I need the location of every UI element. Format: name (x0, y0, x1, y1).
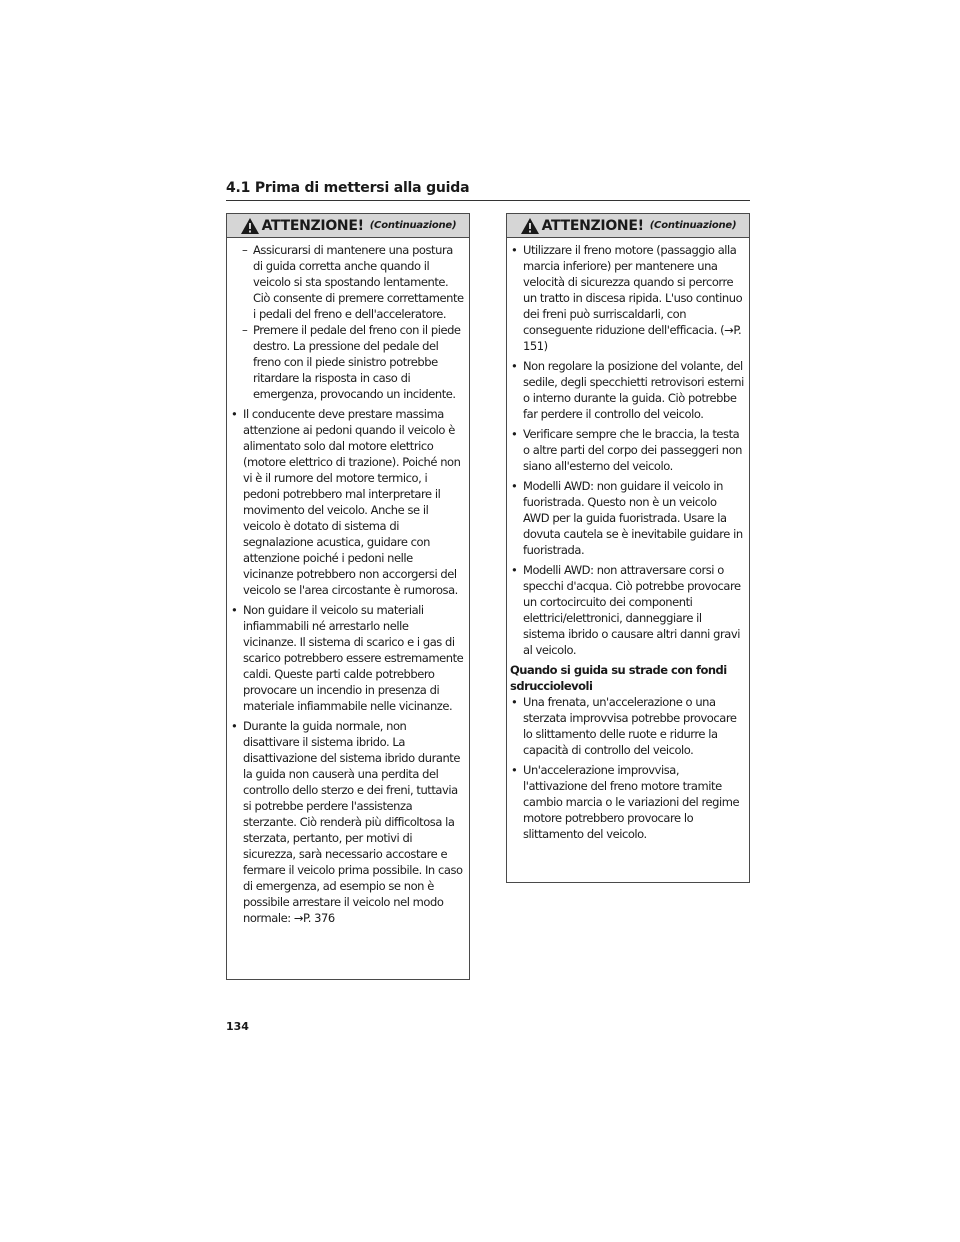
warning-body (507, 238, 749, 842)
page-number: 134 (226, 1020, 249, 1033)
warning-box-right (506, 213, 750, 883)
warning-body (227, 238, 469, 926)
warning-title: ATTENZIONE! (541, 217, 644, 234)
bullet-item: • Una frenata, un'accelerazione o una sterzata improvvisa potrebbe provocare lo slittamento delle ruote e ridurre la capacità di controllo del veicolo. (507, 694, 745, 758)
dash-list (227, 242, 465, 402)
section-title: 4.1 Prima di mettersi alla guida (226, 180, 470, 196)
section-header (226, 177, 750, 201)
bullet-item: • Non guidare il veicolo su materiali infiammabili né arrestarlo nelle vicinanze. Il sistema di scarico e i gas di scarico potrebbero essere estremamente caldi. Queste parti calde potrebbero provocare un incendio in presenza di materiale infiammabile nelle vicinanze. (227, 602, 465, 714)
bullet-item: • Modelli AWD: non guidare il veicolo in fuoristrada. Questo non è un veicolo AWD per la guida fuoristrada. Usare la dovuta cautela se è inevitabile guidare in fuoristrada. (507, 478, 745, 558)
warning-triangle-icon (240, 217, 260, 235)
bullet-item: • Il conducente deve prestare massima attenzione ai pedoni quando il veicolo è alimentato solo dal motore elettrico (motore elettrico di trazione). Poiché non vi è il rumore del motore termico, i pedoni potrebbero mal interpretare il movimento del veicolo. Anche se il veicolo è dotato di sistema di segnalazione acustica, guidare con attenzione poiché i pedoni nelle vicinanze potrebbero non accorgersi del veicolo se l'area circostante è rumorosa. (227, 406, 465, 598)
warning-continuation: (Continuazione) (649, 220, 737, 231)
warning-triangle-icon (520, 217, 540, 235)
bullet-item: • Modelli AWD: non attraversare corsi o specchi d'acqua. Ciò potrebbe provocare un cortocircuito dei componenti elettrici/elettronici, danneggiare il sistema ibrido o causare altri danni gravi al veicolo. (507, 562, 745, 658)
warning-header (227, 214, 469, 238)
bullet-item: • Utilizzare il freno motore (passaggio alla marcia inferiore) per mantenere una velocità di sicurezza quando si percorre un tratto in discesa ripida. L'uso continuo dei freni può surriscaldarli, con conseguente riduzione dell'efficacia. (→P. 151) (507, 242, 745, 354)
bullet-item: • Un'accelerazione improvvisa, l'attivazione del freno motore tramite cambio marcia o le variazioni del regime motore potrebbero provocare lo slittamento del veicolo. (507, 762, 745, 842)
warning-box-left (226, 213, 470, 980)
subheading: Quando si guida su strade con fondi sdrucciolevoli (510, 663, 727, 693)
warning-header (507, 214, 749, 238)
warning-title: ATTENZIONE! (261, 217, 364, 234)
warning-continuation: (Continuazione) (369, 220, 457, 231)
bullet-item: • Non regolare la posizione del volante, del sedile, degli specchietti retrovisori esterni o interno durante la guida. Ciò potrebbe far perdere il controllo del veicolo. (507, 358, 745, 422)
dash-item: – Premere il pedale del freno con il piede destro. La pressione del pedale del freno con il piede sinistro potrebbe ritardare la risposta in caso di emergenza, provocando un incidente. (227, 322, 465, 402)
bullet-item: • Verificare sempre che le braccia, la testa o altre parti del corpo dei passeggeri non siano all'esterno del veicolo. (507, 426, 745, 474)
dash-item: – Assicurarsi di mantenere una postura di guida corretta anche quando il veicolo si sta spostando lentamente. Ciò consente di premere correttamente i pedali del freno e dell'acceleratore. (227, 242, 465, 322)
bullet-item: • Durante la guida normale, non disattivare il sistema ibrido. La disattivazione del sistema ibrido durante la guida non causerà una perdita del controllo dello sterzo e dei freni, tuttavia si potrebbe perdere l'assistenza sterzante. Ciò renderà più difficoltosa la sterzata, pertanto, per motivi di sicurezza, sarà necessario accostare e fermare il veicolo prima possibile. In caso di emergenza, ad esempio se non è possibile arrestare il veicolo nel modo normale: →P. 376 (227, 718, 465, 926)
